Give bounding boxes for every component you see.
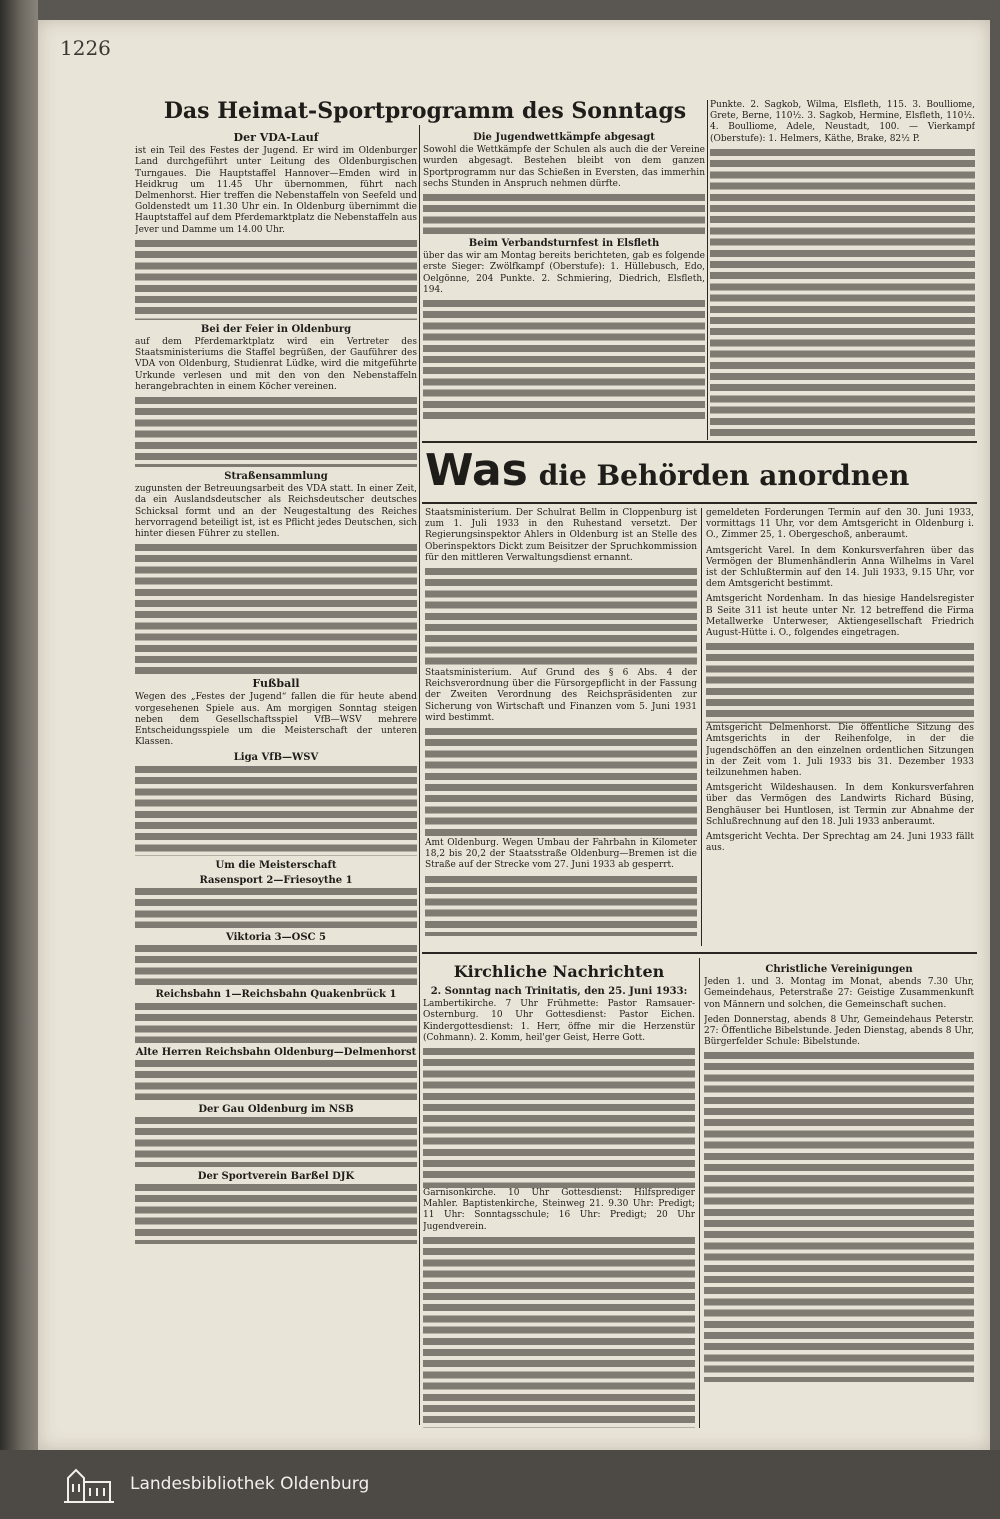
text-lines bbox=[425, 728, 697, 838]
text-lines bbox=[425, 568, 697, 668]
paragraph: ist ein Teil des Festes der Jugend. Er wird im Oldenburger Land durchgeführt unter Leitung des Oldenburgischen Turngaues. Die Hauptstaffel Hannover—Emden wird in Heidkrug um 11.45 Uhr übernommen, führt nach Delmenhorst. Hier treffen die Nebenstaffeln von Seefeld und Goldenstedt um 11.30 Uhr ein. In Oldenburg übernimmt die Hauptstaffel auf dem Pferdemarktplatz die Nebenstaffeln aus Jever und Damme um 14.00 Uhr. bbox=[135, 146, 417, 235]
heading-alte-herren: Alte Herren Reichsbahn Oldenburg—Delmenhorst bbox=[135, 1046, 417, 1058]
heading-verbandsturnfest: Beim Verbandsturnfest in Elsfleth bbox=[468, 238, 660, 250]
heading-strassensammlung: Straßensammlung bbox=[224, 471, 328, 483]
heading-reichsbahn: Reichsbahn 1—Reichsbahn Quakenbrück 1 bbox=[155, 989, 397, 1001]
heading-church-news: Kirchliche Nachrichten bbox=[453, 962, 665, 981]
text-lines bbox=[135, 888, 417, 928]
paragraph: Staatsministerium. Auf Grund des § 6 Abs. 4 der Reichsverordnung über die Fürsorgepflicht in der Fassung der Zweiten Verordnung des Reichspräsidenten zur Sicherung von Wirtschaft und Finanzen vom 5. Juni 1931 wird bestimmt. bbox=[425, 668, 697, 723]
authorities-column-left bbox=[425, 508, 697, 950]
heading-liga: Liga VfB—WSV bbox=[233, 752, 319, 764]
paragraph: Jeden Donnerstag, abends 8 Uhr, Gemeindehaus Peterstr. 27: Öffentliche Bibelstunde. Jeden Dienstag, abends 8 Uhr, Bürgerfelder Schule: Bibelstunde. bbox=[704, 1014, 974, 1048]
column-rule bbox=[419, 125, 420, 1425]
page-number: 1226 bbox=[60, 36, 111, 60]
column-rule bbox=[699, 958, 700, 1428]
text-lines bbox=[423, 1048, 695, 1188]
text-lines bbox=[423, 300, 705, 420]
paragraph: Lambertikirche. 7 Uhr Frühmette: Pastor Ramsauer-Osternburg. 10 Uhr Gottesdienst: Pastor Eichen. Kindergottesdienst: 1. Herr, öffne mir die Herzenstür (Cohmann). 2. Komm, heil'ger Geist, Herre Gott. bbox=[423, 999, 695, 1043]
column-rule bbox=[707, 100, 708, 440]
column-rule bbox=[701, 508, 702, 946]
text-lines bbox=[135, 945, 417, 985]
paragraph: Amtsgericht Delmenhorst. Die öffentliche Sitzung des Amtsgerichts in der Reihenfolge, in der die Jugendschöffen an den einzelnen ordentlichen Sitzungen in der Zeit vom 1. Juli 1933 bis 31. Dezember 1933 teilzunehmen haben. bbox=[706, 723, 974, 779]
paragraph: Amt Oldenburg. Wegen Umbau der Fahrbahn in Kilometer 18,2 bis 20,2 der Staatsstraße Oldenburg—Bremen ist die Straße auf der Strecke vom 27. Juni 1933 ab gesperrt. bbox=[425, 838, 697, 871]
heading-christian-associations: Christliche Vereinigungen bbox=[765, 964, 913, 975]
heading-feier: Bei der Feier in Oldenburg bbox=[200, 323, 352, 335]
heading-meisterschaft: Um die Meisterschaft bbox=[215, 859, 337, 871]
authorities-banner bbox=[425, 445, 975, 498]
text-lines bbox=[135, 1003, 417, 1043]
heading-gau: Der Gau Oldenburg im NSB bbox=[198, 1103, 354, 1115]
christian-associations-column bbox=[704, 960, 974, 1428]
sport-column-1 bbox=[135, 128, 417, 1428]
heading-rasensport: Rasensport 2—Friesoythe 1 bbox=[199, 874, 353, 886]
banner-word-rest: die Behörden anordnen bbox=[538, 459, 910, 492]
paragraph: Staatsministerium. Der Schulrat Bellm in Cloppenburg ist zum 1. Juli 1933 in den Ruhestand versetzt. Der Regierungsinspektor Ahlers in Oldenburg ist an Stelle des Oberinspektors Dickt zum Beisitzer der Spruchkommission für den mittleren Verwaltungsdienst ernannt. bbox=[425, 508, 697, 563]
paragraph: gemeldeten Forderungen Termin auf den 30. Juni 1933, vormittags 11 Uhr, vor dem Amtsgericht in Oldenburg i. O., Zimmer 25, 1. Obergeschoß, anberaumt. bbox=[706, 508, 974, 541]
sport-column-3 bbox=[710, 100, 975, 438]
book-binding bbox=[0, 0, 38, 1519]
paragraph: zugunsten der Betreuungsarbeit des VDA statt. In einer Zeit, da ein Auslandsdeutscher als Reichsdeutscher deutsches Schicksal formt und an der Neugestaltung des Reiches hervorragend beteiligt ist, ist es Pflicht jedes Deutschen, sich hinter diesen Führer zu stellen. bbox=[135, 484, 417, 540]
text-lines bbox=[135, 1117, 417, 1167]
heading-barssel: Der Sportverein Barßel DJK bbox=[197, 1170, 355, 1182]
text-lines bbox=[135, 240, 417, 320]
authorities-column-right bbox=[706, 508, 974, 950]
paragraph: Garnisonkirche. 10 Uhr Gottesdienst: Hilfsprediger Mahler. Baptistenkirche, Steinweg 21. 9.30 Uhr: Predigt; 11 Uhr: Sonntagsschule; 16 Uhr: Predigt; 20 Uhr Jugendverein. bbox=[423, 1188, 695, 1232]
text-lines bbox=[135, 1060, 417, 1100]
text-lines bbox=[706, 643, 974, 723]
paragraph: Amtsgericht Varel. In dem Konkursverfahren über das Vermögen der Blumenhändlerin Anna Wilhelms in Varel ist der Schlußtermin auf den 14. Juli 1933, 9.15 Uhr, vor dem Amtsgericht bestimmt. bbox=[706, 545, 974, 590]
text-lines bbox=[135, 1184, 417, 1244]
main-headline: Das Heimat-Sportprogramm des Sonntags bbox=[163, 98, 687, 124]
section-rule bbox=[422, 441, 977, 443]
paragraph: Amtsgericht Vechta. Der Sprechtag am 24. Juni 1933 fällt aus. bbox=[706, 832, 974, 854]
church-news-column bbox=[423, 958, 695, 1428]
library-name: Landesbibliothek Oldenburg bbox=[130, 1474, 370, 1494]
church-news-date: 2. Sonntag nach Trinitatis, den 25. Juni 1933: bbox=[430, 986, 688, 997]
section-rule bbox=[422, 952, 977, 954]
heading-vda-lauf: Der VDA-Lauf bbox=[233, 131, 319, 144]
paragraph: Sowohl die Wettkämpfe der Schulen als auch die der Vereine wurden abgesagt. Bestehen bleibt von dem ganzen Sportprogramm nur das Schießen in Eversten, das immerhin sechs Stunden in Anspruch nehmen dürfte. bbox=[423, 145, 705, 189]
text-lines bbox=[425, 876, 697, 936]
text-lines bbox=[135, 397, 417, 467]
text-lines bbox=[135, 544, 417, 674]
library-building-icon bbox=[60, 1462, 118, 1506]
paragraph: Punkte. 2. Sagkob, Wilma, Elsfleth, 115. 3. Boulliome, Grete, Berne, 110½. 3. Sagkob, Hermine, Elsfleth, 110½. 4. Boulliome, Adele, Neustadt, 100. — Vierkampf (Oberstufe): 1. Helmers, Käthe, Brake, 82½ P. bbox=[710, 100, 975, 144]
banner-word-was: Was bbox=[425, 445, 528, 496]
text-lines bbox=[423, 1237, 695, 1428]
text-lines bbox=[704, 1052, 974, 1382]
heading-jugendwettkaempfe: Die Jugendwettkämpfe abgesagt bbox=[473, 132, 655, 143]
sport-column-2 bbox=[423, 128, 705, 440]
paragraph: auf dem Pferdemarktplatz wird ein Vertreter des Staatsministeriums die Staffel begrüßen, der Gauführer des VDA von Oldenburg, Studienrat Lüdke, wird die mitgeführte Urkunde verlesen und mit den von den Nebenstaffeln herangebrachten in einem Köcher vereinen. bbox=[135, 337, 417, 392]
heading-viktoria: Viktoria 3—OSC 5 bbox=[226, 932, 326, 944]
text-lines bbox=[710, 149, 975, 438]
paragraph: Amtsgericht Wildeshausen. In dem Konkursverfahren über das Vermögen des Landwirts Richard Büsing, Benghäuser bei Huntlosen, ist Termin zur Abnahme der Schlußrechnung auf den 18. Juli 1933 anberaumt. bbox=[706, 783, 974, 827]
section-rule bbox=[422, 502, 977, 504]
heading-fussball: Fußball bbox=[252, 677, 300, 691]
paragraph: Wegen des „Festes der Jugend“ fallen die für heute abend vorgesehenen Spiele aus. Am morgigen Sonntag steigen neben dem Gesellschaftsspiel VfB—WSV mehrere Entscheidungsspiele um die Meisterschaft der unteren Klassen. bbox=[135, 692, 417, 748]
text-lines bbox=[423, 194, 705, 234]
paragraph: über das wir am Montag bereits berichteten, gab es folgende erste Sieger: Zwölfkampf (Oberstufe): 1. Hüllebusch, Edo, Oelgönne, 204 Punkte. 2. Schmiering, Diedrich, Elsfleth, 194. bbox=[423, 251, 705, 295]
paragraph: Jeden 1. und 3. Montag im Monat, abends 7.30 Uhr, Gemeindehaus, Peterstraße 27: Geistige Zusammenkunft von Männern und solchen, die Gemeinschaft suchen. bbox=[704, 977, 974, 1010]
text-lines bbox=[135, 766, 417, 856]
paragraph: Amtsgericht Nordenham. In das hiesige Handelsregister B Seite 311 ist heute unter Nr. 12 betreffend die Firma Metallwerke Unterweser, Aktiengesellschaft Friedrich August-Hütte i. O., folgendes eingetragen. bbox=[706, 594, 974, 639]
